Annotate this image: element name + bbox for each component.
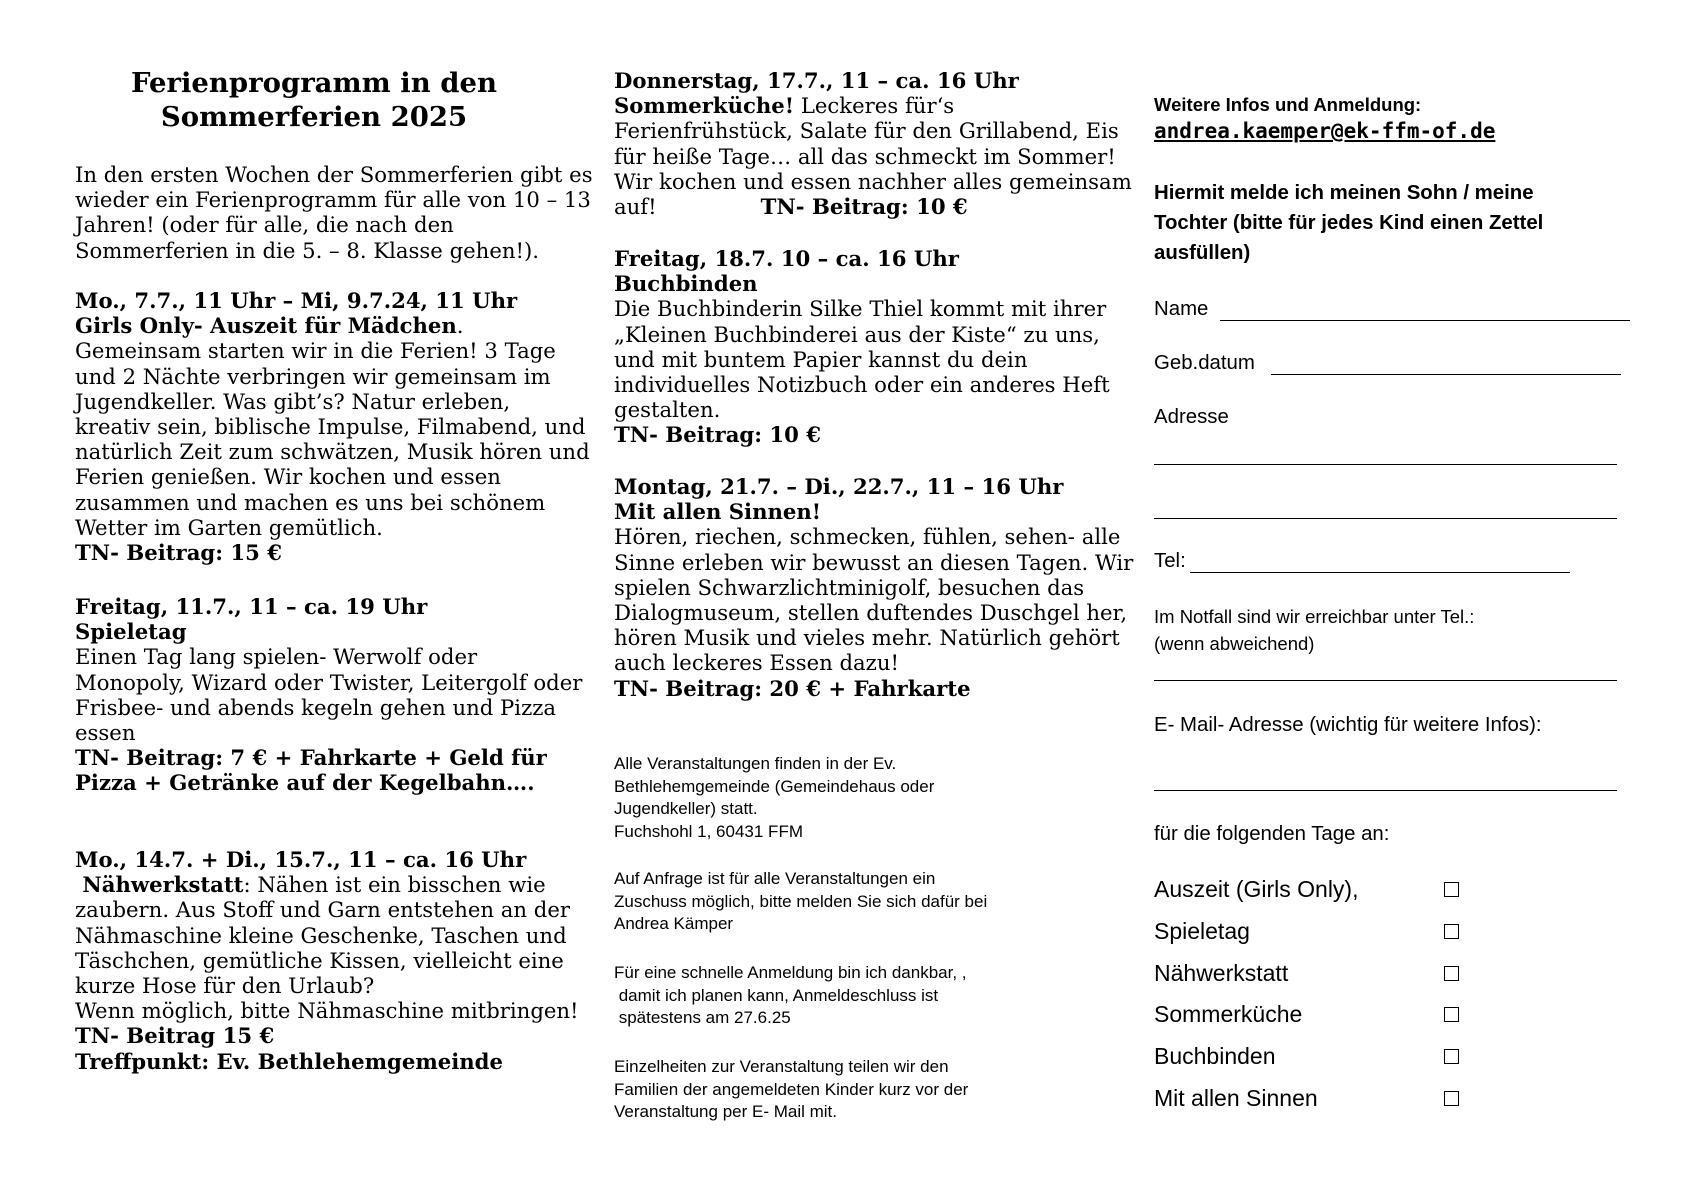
option-spieletag[interactable]: Spieletag	[1154, 918, 1474, 950]
event-girls-only: Mo., 7.7., 11 Uhr – Mi, 9.7.24, 11 Uhr Girls Only- Auszeit für Mädchen. Gemeinsam starten wir in die Ferien! 3 Tage und 2 Nächte verbringen wir gemeinsam im Jugendkeller. Was gibt’s? Natur erleben, kreativ sein, biblische Impulse, Filmabend, und natürlich Zeit zum schwätzen, Musik hören und Ferien genießen. Wir kochen und essen zusammen und machen es uns bei schönem Wetter im Garten gemütlich. TN- Beitrag: 15 €	[75, 288, 590, 566]
checkbox[interactable]	[1444, 966, 1459, 981]
checkbox[interactable]	[1444, 882, 1459, 897]
event-sommerkueche: Donnerstag, 17.7., 11 – ca. 16 Uhr Sommerküche! Leckeres für‘s Ferienfrühstück, Salate für den Grillabend, Eis für heiße Tage… all das schmeckt im Sommer! Wir kochen und essen nachher alles gemeinsam auf! TN- Beitrag: 10 €	[614, 68, 1132, 220]
checkbox[interactable]	[1444, 1007, 1459, 1022]
birthdate-field[interactable]	[1271, 374, 1621, 375]
option-buchbinden[interactable]: Buchbinden	[1154, 1043, 1474, 1075]
event-title: Spieletag	[75, 619, 187, 645]
option-mit-allen-sinnen[interactable]: Mit allen Sinnen	[1154, 1085, 1474, 1117]
event-title: Sommerküche! Leckeres für‘s	[614, 93, 955, 119]
checkbox[interactable]	[1444, 1091, 1459, 1106]
event-date: Freitag, 11.7., 11 – ca. 19 Uhr	[75, 594, 428, 619]
checkbox[interactable]	[1444, 924, 1459, 939]
option-auszeit[interactable]: Auszeit (Girls Only),	[1154, 876, 1474, 908]
phone-label: Tel:	[1154, 550, 1186, 572]
contact-email[interactable]: andrea.kaemper@ek-ffm-of.de	[1154, 119, 1496, 143]
event-fee: TN- Beitrag: 20 € + Fahrkarte	[614, 675, 971, 701]
event-title: Girls Only- Auszeit für Mädchen.	[75, 313, 464, 339]
event-date: Montag, 21.7. – Di., 22.7., 11 – 16 Uhr	[614, 474, 1064, 499]
event-naehwerkstatt: Mo., 14.7. + Di., 15.7., 11 – ca. 16 Uhr Nähwerkstatt: Nähen ist ein bisschen wie zaubern. Aus Stoff und Garn entstehen an der Nähmaschine kleine Geschenke, Taschen und Täschchen, gemütliche Kissen, vielleicht eine kurze Hose für den Urlaub? Wenn möglich, bitte Nähmaschine mitbringen! TN- Beitrag 15 € Treffpunkt: Ev. Bethlehemgemeinde	[75, 847, 579, 1074]
event-title: Nähwerkstatt: Nähen ist ein bisschen wie	[75, 872, 546, 898]
phone-field[interactable]	[1190, 572, 1570, 573]
email-field[interactable]	[1154, 790, 1617, 791]
event-fee: TN- Beitrag: 10 €	[760, 194, 968, 220]
event-fee: TN- Beitrag: 10 €	[614, 422, 822, 448]
event-spieletag: Freitag, 11.7., 11 – ca. 19 Uhr Spieletag Einen Tag lang spielen- Werwolf oder Monopoly, Wizard oder Twister, Leitergolf oder Frisbee- und abends kegeln gehen und Pizza essen TN- Beitrag: 7 € + Fahrkarte + Geld für Pizza + Getränke auf der Kegelbahn….	[75, 594, 583, 796]
days-label: für die folgenden Tage an:	[1154, 823, 1390, 845]
option-naehwerkstatt[interactable]: Nähwerkstatt	[1154, 960, 1474, 992]
name-field[interactable]	[1220, 320, 1630, 321]
event-title: Buchbinden	[614, 271, 758, 297]
signup-text: Hiermit melde ich meinen Sohn / meine Tochter (bitte für jedes Kind einen Zettel ausfüllen)	[1154, 182, 1544, 264]
name-label: Name	[1154, 298, 1209, 320]
event-fee: TN- Beitrag: 7 € + Fahrkarte + Geld für	[75, 745, 547, 771]
info-location: Alle Veranstaltungen finden in der Ev. Bethlehemgemeinde (Gemeindehaus oder Jugendkeller) statt. Fuchshohl 1, 60431 FFM	[614, 754, 935, 842]
birthdate-label: Geb.datum	[1154, 352, 1255, 374]
email-label: E- Mail- Adresse (wichtig für weitere Infos):	[1154, 714, 1542, 736]
address-field-line-2[interactable]	[1154, 518, 1617, 519]
meeting-point: Treffpunkt: Ev. Bethlehemgemeinde	[75, 1048, 503, 1074]
page-title: Ferienprogramm in den Sommerferien 2025	[130, 67, 498, 133]
event-mit-allen-sinnen: Montag, 21.7. – Di., 22.7., 11 – 16 Uhr Mit allen Sinnen! Hören, riechen, schmecken, fühlen, sehen- alle Sinne erleben wir bewusst an diesen Tagen. Wir spielen Schwarzlichtminigolf, besuchen das Dialogmuseum, stellen duftendes Duschgel her, hören Musik und vieles mehr. Natürlich gehört auch leckeres Essen dazu! TN- Beitrag: 20 € + Fahrkarte	[614, 474, 1134, 701]
event-fee: TN- Beitrag 15 €	[75, 1023, 275, 1049]
address-field-line-1[interactable]	[1154, 464, 1617, 465]
event-title: Mit allen Sinnen!	[614, 499, 822, 525]
info-subsidy: Auf Anfrage ist für alle Veranstaltungen ein Zuschuss möglich, bitte melden Sie sich dafür bei Andrea Kämper	[614, 869, 988, 934]
event-date: Donnerstag, 17.7., 11 – ca. 16 Uhr	[614, 68, 1019, 93]
event-date: Freitag, 18.7. 10 – ca. 16 Uhr	[614, 246, 959, 271]
event-date: Mo., 14.7. + Di., 15.7., 11 – ca. 16 Uhr	[75, 847, 527, 872]
contact-heading: Weitere Infos und Anmeldung:	[1154, 94, 1422, 115]
address-label: Adresse	[1154, 406, 1229, 428]
emergency-phone-field[interactable]	[1154, 680, 1617, 681]
event-buchbinden: Freitag, 18.7. 10 – ca. 16 Uhr Buchbinden Die Buchbinderin Silke Thiel kommt mit ihrer „Kleinen Buchbinderei aus der Kiste“ zu uns, und mit buntem Papier kannst du dein individuelles Notizbuch oder ein anderes Heft gestalten. TN- Beitrag: 10 €	[614, 246, 1110, 448]
intro-text: In den ersten Wochen der Sommerferien gibt es wieder ein Ferienprogramm für alle von 10 – 13 Jahren! (oder für alle, die nach den Sommerferien in die 5. – 8. Klasse gehen!).	[75, 162, 593, 263]
emergency-label: Im Notfall sind wir erreichbar unter Tel.: (wenn abweichend)	[1154, 606, 1475, 654]
info-details: Einzelheiten zur Veranstaltung teilen wir den Familien der angemeldeten Kinder kurz vor der Veranstaltung per E- Mail mit.	[614, 1057, 969, 1122]
event-fee: TN- Beitrag: 15 €	[75, 540, 283, 566]
event-date: Mo., 7.7., 11 Uhr – Mi, 9.7.24, 11 Uhr	[75, 288, 518, 313]
info-deadline: Für eine schnelle Anmeldung bin ich dankbar, , damit ich planen kann, Anmeldeschluss ist spätestens am 27.6.25	[614, 963, 967, 1028]
checkbox[interactable]	[1444, 1049, 1459, 1064]
option-sommerkueche[interactable]: Sommerküche	[1154, 1001, 1474, 1033]
